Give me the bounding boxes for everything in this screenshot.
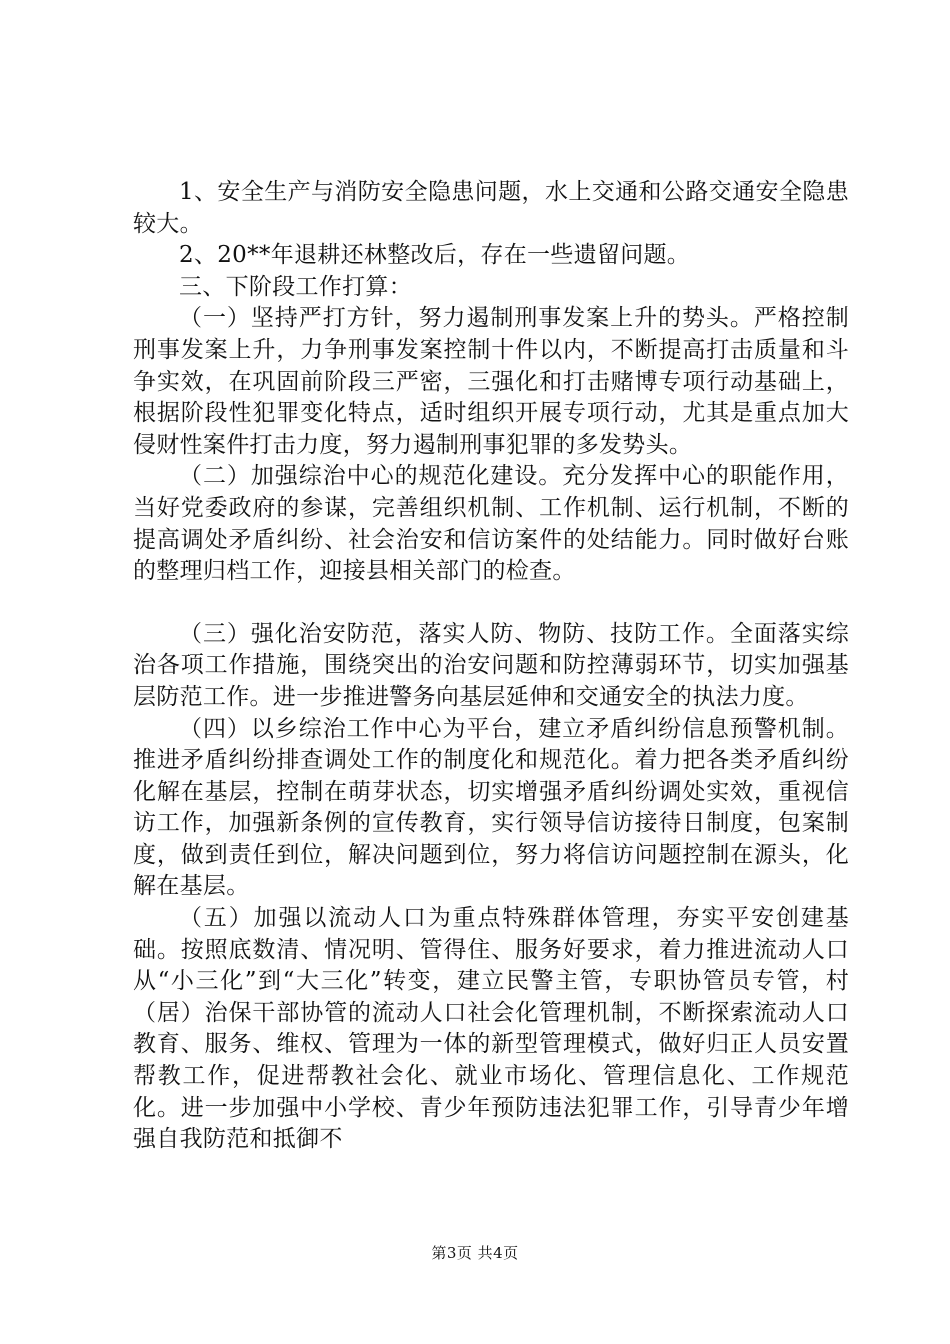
- paragraph-safety-hazards: 1、安全生产与消防安全隐患问题，水上交通和公路交通安全隐患较大。: [133, 179, 849, 237]
- paragraph-plan-4: （四）以乡综治工作中心为平台，建立矛盾纠纷信息预警机制。推进矛盾纠纷排查调处工作的制度化和规范化。着力把各类矛盾纠纷化解在基层，控制在萌芽状态，切实增强矛盾纠纷调处实效，重视信访工作，加强新条例的宣传教育，实行领导信访接待日制度，包案制度，做到责任到位，解决问题到位，努力将信访问题控制在源头，化解在基层。: [133, 715, 849, 900]
- paragraph-plan-1: （一）坚持严打方针，努力遏制刑事发案上升的势头。严格控制刑事发案上升，力争刑事发案控制十件以内，不断提高打击质量和斗争实效，在巩固前阶段三严密，三强化和打击赌博专项行动基础上，根据阶段性犯罪变化特点，适时组织开展专项行动，尤其是重点加大侵财性案件打击力度，努力遏制刑事犯罪的多发势头。: [133, 305, 849, 458]
- paragraph-reforestation-issues: 2、20**年退耕还林整改后，存在一些遗留问题。: [179, 242, 691, 269]
- document-body: [133, 177, 849, 1156]
- page-number-footer: 第3页 共4页: [431, 1244, 519, 1262]
- paragraph-plan-5: （五）加强以流动人口为重点特殊群体管理，夯实平安创建基础。按照底数清、情况明、管得住、服务好要求，着力推进流动人口从“小三化”到“大三化”转变，建立民警主管，专职协管员专管，村（居）治保干部协管的流动人口社会化管理机制，不断探索流动人口教育、服务、维权、管理为一体的新型管理模式，做好归正人员安置帮教工作，促进帮教社会化、就业市场化、管理信息化、工作规范化。进一步加强中小学校、青少年预防违法犯罪工作，引导青少年增强自我防范和抵御不: [133, 905, 849, 1153]
- paragraph-plan-3: （三）强化治安防范，落实人防、物防、技防工作。全面落实综治各项工作措施，围绕突出的治安问题和防控薄弱环节，切实加强基层防范工作。进一步推进警务向基层延伸和交通安全的执法力度。: [133, 620, 849, 710]
- paragraph-plan-2: （二）加强综治中心的规范化建设。充分发挥中心的职能作用，当好党委政府的参谋，完善组织机制、工作机制、运行机制，不断的提高调处矛盾纠纷、社会治安和信访案件的处结能力。同时做好台账的整理归档工作，迎接县相关部门的检查。: [133, 463, 849, 585]
- section-heading-next-plan: 三、下阶段工作打算：: [179, 273, 412, 300]
- paragraph-spacer: [133, 588, 849, 619]
